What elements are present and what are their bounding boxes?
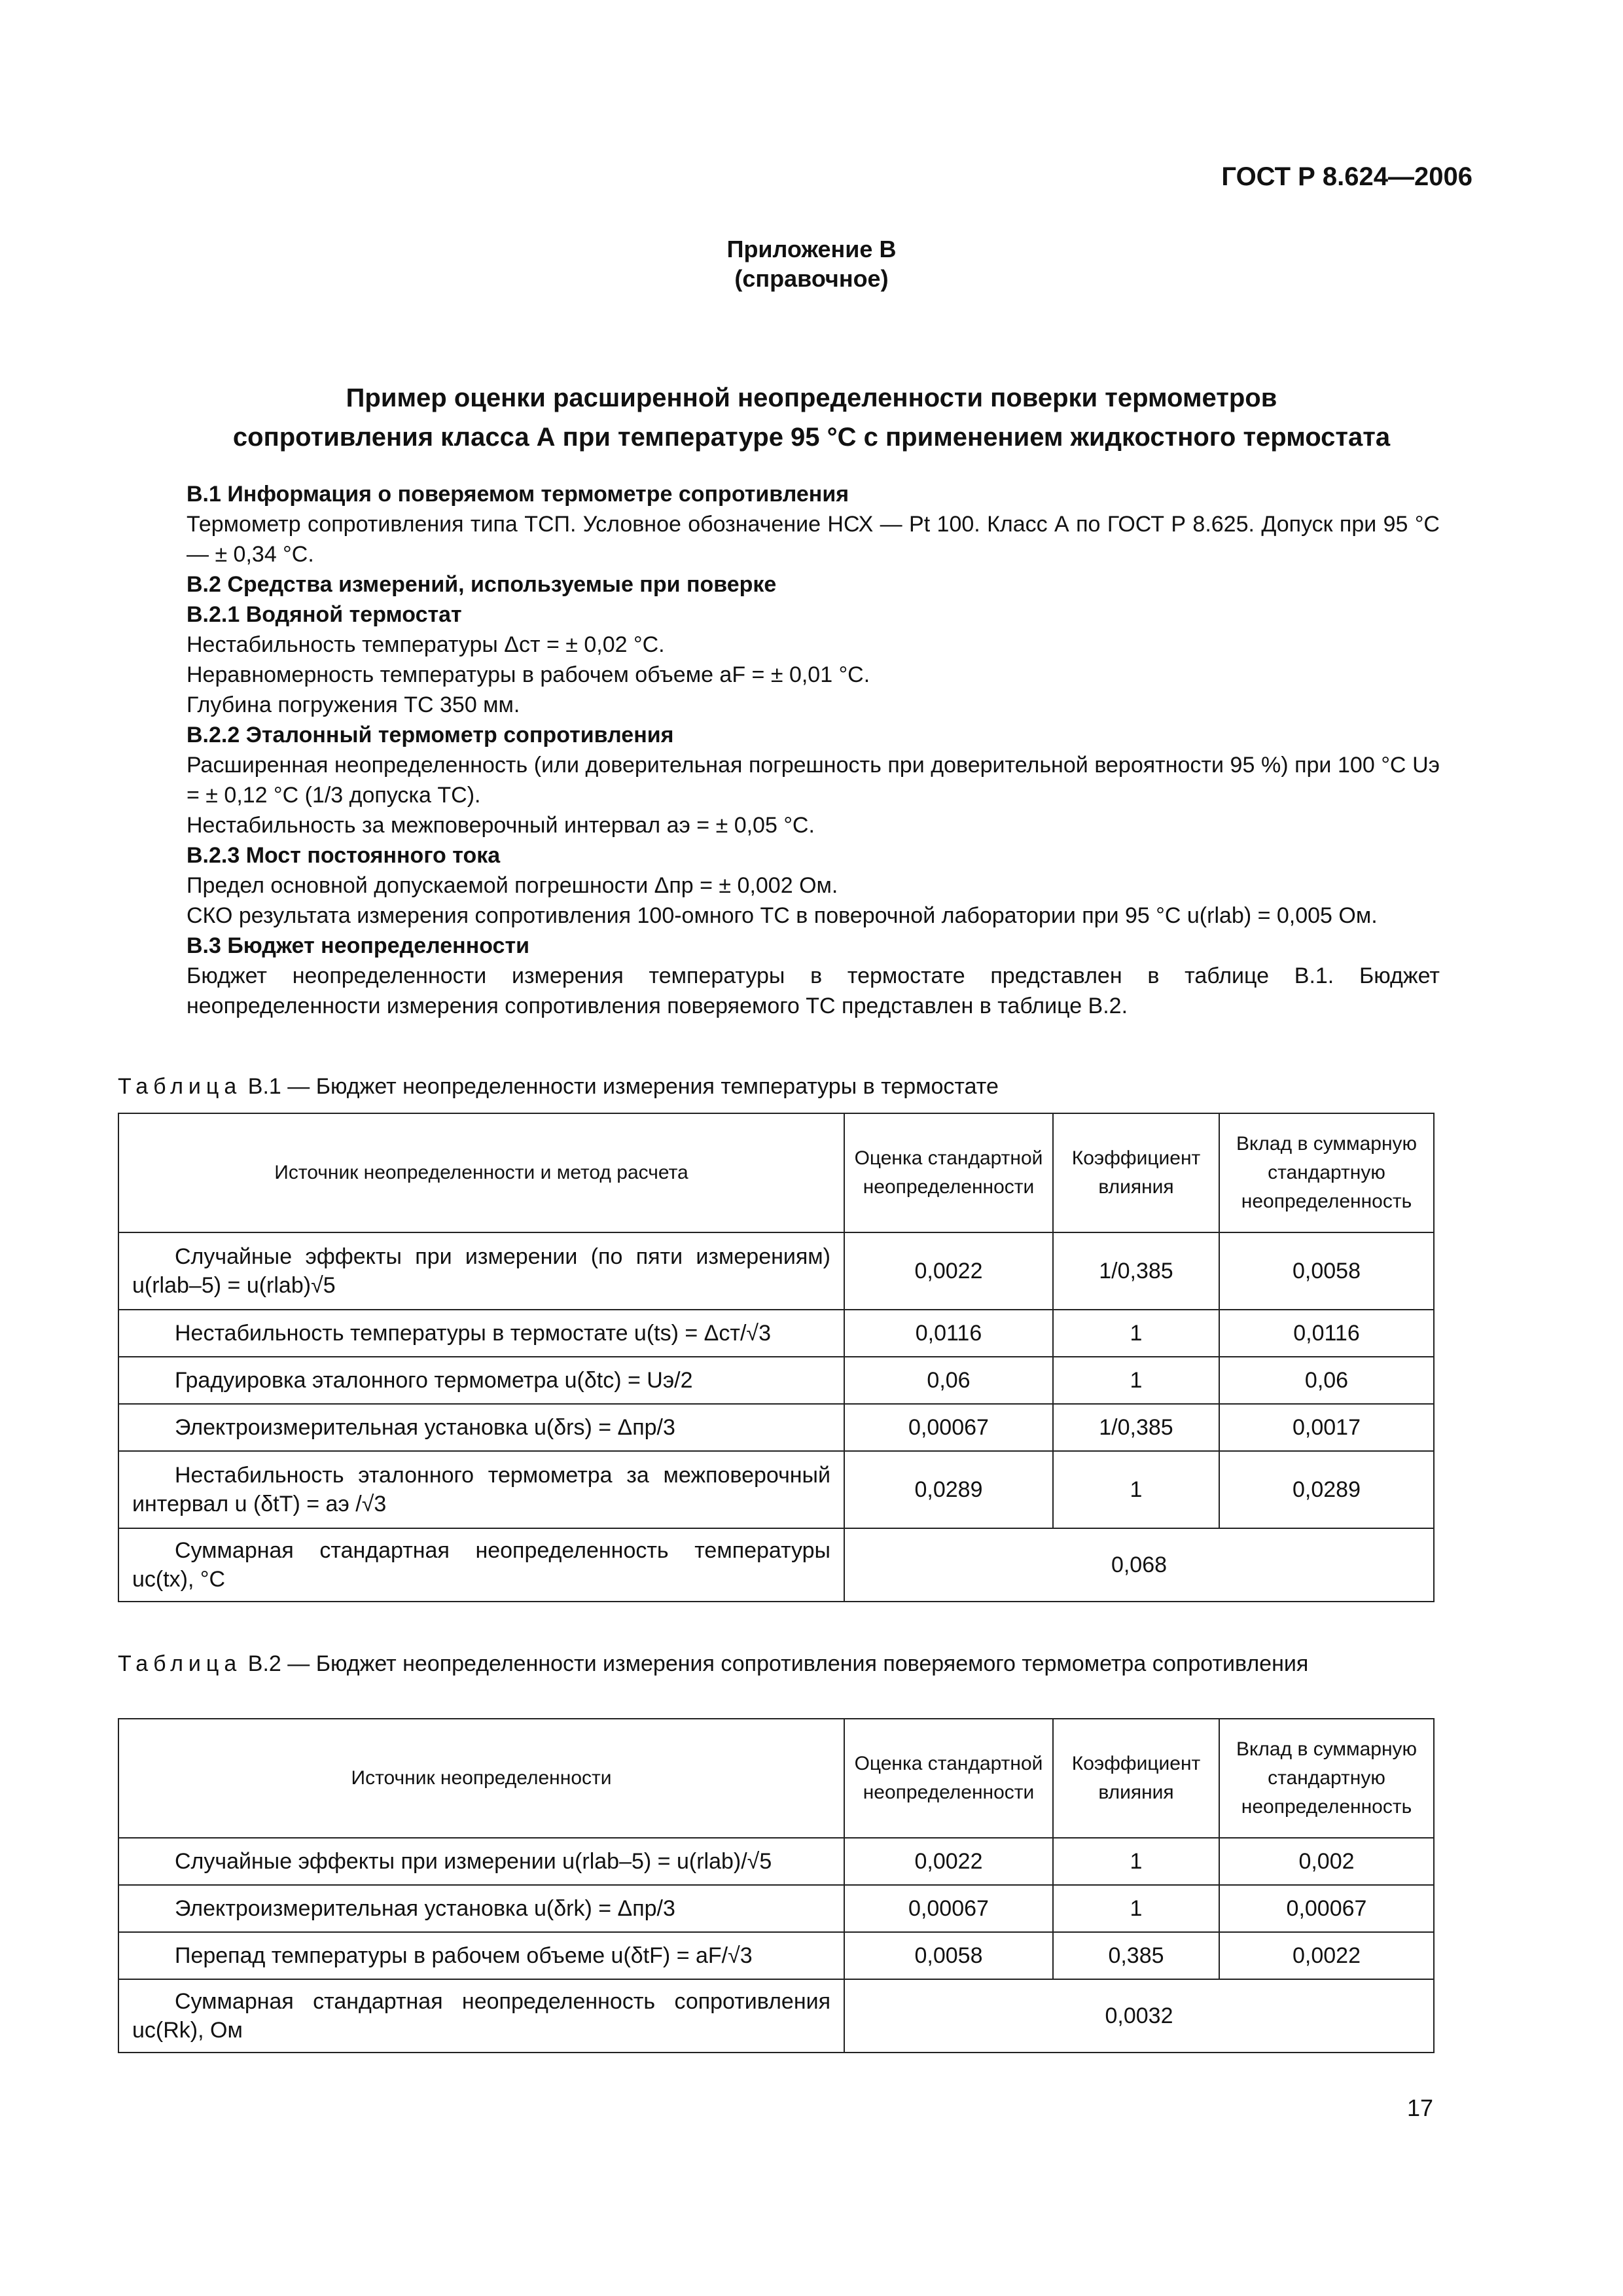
table-row	[118, 1932, 1434, 1979]
table2-row2-source: Электроизмерительная установка u(δrk) = Δпр/3	[118, 1885, 844, 1932]
table1-caption-text: В.1 — Бюджет неопределенности измерения температуры в термостате	[247, 1074, 999, 1099]
table1-caption	[118, 1072, 1440, 1101]
table2-row3-source: Перепад температуры в рабочем объеме u(δtF) = aF/√3	[118, 1932, 844, 1979]
table-row	[118, 1451, 1434, 1528]
section-b23-line-2: СКО результата измерения сопротивления 100-омного ТС в поверочной лаборатории при 95 °С u(rlab) = 0,005 Ом.	[187, 903, 1378, 928]
table1-header-contrib: Вклад в суммарную стандартную неопределенность	[1219, 1113, 1434, 1232]
table1-row3-source: Градуировка эталонного термометра u(δtc) = Uэ/2	[118, 1357, 844, 1404]
table-row	[118, 1528, 1434, 1602]
section-b23-heading: В.2.3 Мост постоянного тока	[187, 843, 501, 868]
table2-row3-u: 0,0058	[844, 1932, 1053, 1979]
standard-designation: ГОСТ Р 8.624—2006	[1221, 162, 1472, 191]
title-line-1: Пример оценки расширенной неопределенности поверки термометров	[346, 384, 1277, 412]
table1-row5-coef: 1	[1053, 1451, 1219, 1528]
section-b21-line-3: Глубина погружения ТС 350 мм.	[187, 692, 520, 717]
table1-header-source: Источник неопределенности и метод расчета	[118, 1113, 844, 1232]
page-number: 17	[1406, 2094, 1433, 2121]
table1-row4-coef: 1/0,385	[1053, 1404, 1219, 1451]
section-b3-heading: В.3 Бюджет неопределенности	[187, 933, 530, 958]
table-row	[118, 1885, 1434, 1932]
table1-row2-coef: 1	[1053, 1310, 1219, 1357]
table1-row5-contrib: 0,0289	[1219, 1451, 1434, 1528]
table1-row1-coef: 1/0,385	[1053, 1232, 1219, 1310]
table-row	[118, 1232, 1434, 1310]
table1-row5-u: 0,0289	[844, 1451, 1053, 1528]
appendix-title: Приложение В	[726, 236, 897, 262]
table2-row1-source: Случайные эффекты при измерении u(rlab–5) = u(rlab)/√5	[118, 1838, 844, 1885]
table1-row5-source: Нестабильность эталонного термометра за межповерочный интервал u (δtT) = aэ /√3	[118, 1451, 844, 1528]
table-row	[118, 1404, 1434, 1451]
table1-row2-contrib: 0,0116	[1219, 1310, 1434, 1357]
section-b1-heading: В.1 Информация о поверяемом термометре сопротивления	[187, 482, 849, 507]
section-b21-heading: В.2.1 Водяной термостат	[187, 602, 462, 627]
table1-row4-contrib: 0,0017	[1219, 1404, 1434, 1451]
section-b2-heading: В.2 Средства измерений, используемые при поверке	[187, 572, 777, 597]
table2-row2-contrib: 0,00067	[1219, 1885, 1434, 1932]
table2-caption-word: Таблица	[118, 1651, 242, 1676]
table2-header-u: Оценка стандартной неопределенности	[844, 1719, 1053, 1838]
table1-caption-word: Таблица	[118, 1074, 242, 1099]
table1-row4-u: 0,00067	[844, 1404, 1053, 1451]
table2	[118, 1718, 1435, 2053]
section-b21-line-2: Неравномерность температуры в рабочем объеме aF = ± 0,01 °С.	[187, 662, 870, 687]
table2-header-row	[118, 1719, 1434, 1838]
table2-caption	[118, 1649, 1440, 1678]
table1-row3-u: 0,06	[844, 1357, 1053, 1404]
table2-caption-text: В.2 — Бюджет неопределенности измерения сопротивления поверяемого термометра сопротивления	[247, 1651, 1309, 1676]
table2-header-coef: Коэффициент влияния	[1053, 1719, 1219, 1838]
table1-row1-source: Случайные эффекты при измерении (по пяти измерениям) u(rlab–5) = u(rlab)√5	[118, 1232, 844, 1310]
table2-row3-contrib: 0,0022	[1219, 1932, 1434, 1979]
table1-header-coef: Коэффициент влияния	[1053, 1113, 1219, 1232]
table1-row2-u: 0,0116	[844, 1310, 1053, 1357]
table1-total-source: Суммарная стандартная неопределенность температуры uc(tx), °С	[118, 1528, 844, 1602]
table-row	[118, 1979, 1434, 2053]
section-b22-line-1: Расширенная неопределенность (или доверительная погрешность при доверительной вероятности 95 %) при 100 °С Uэ = ± 0,12 °С (1/3 допуска ТС).	[187, 753, 1440, 808]
table1-header-row	[118, 1113, 1434, 1232]
table1-header-u: Оценка стандартной неопределенности	[844, 1113, 1053, 1232]
section-b22-heading: В.2.2 Эталонный термометр сопротивления	[187, 723, 674, 747]
table1-row2-source: Нестабильность температуры в термостате u(ts) = Δст/√3	[118, 1310, 844, 1357]
table1-row4-source: Электроизмерительная установка u(δrs) = Δпр/3	[118, 1404, 844, 1451]
table2-row3-coef: 0,385	[1053, 1932, 1219, 1979]
table2-row2-coef: 1	[1053, 1885, 1219, 1932]
table2-total-source: Суммарная стандартная неопределенность сопротивления uc(Rk), Ом	[118, 1979, 844, 2053]
document-title	[0, 378, 1623, 457]
table2-header-source: Источник неопределенности	[118, 1719, 844, 1838]
table1-total-value: 0,068	[844, 1528, 1434, 1602]
table2-total-value: 0,0032	[844, 1979, 1434, 2053]
table1-row3-contrib: 0,06	[1219, 1357, 1434, 1404]
section-b22-line-2: Нестабильность за межповерочный интервал aэ = ± 0,05 °С.	[187, 813, 815, 838]
section-b21-line-1: Нестабильность температуры Δст = ± 0,02 °С.	[187, 632, 665, 657]
table2-row1-u: 0,0022	[844, 1838, 1053, 1885]
table-row	[118, 1310, 1434, 1357]
title-line-2: сопротивления класса А при температуре 95 °С с применением жидкостного термостата	[232, 423, 1391, 452]
table-row	[118, 1838, 1434, 1885]
section-b1-text: Термометр сопротивления типа ТСП. Условное обозначение НСХ — Pt 100. Класс А по ГОСТ Р 8.625. Допуск при 95 °С — ± 0,34 °С.	[187, 512, 1440, 567]
table2-row1-contrib: 0,002	[1219, 1838, 1434, 1885]
table1	[118, 1113, 1435, 1602]
table2-row2-u: 0,00067	[844, 1885, 1053, 1932]
table2-row1-coef: 1	[1053, 1838, 1219, 1885]
table-row	[118, 1357, 1434, 1404]
table1-row1-contrib: 0,0058	[1219, 1232, 1434, 1310]
section-b23-line-1: Предел основной допускаемой погрешности Δпр = ± 0,002 Ом.	[187, 873, 838, 898]
section-b3-text: Бюджет неопределенности измерения температуры в термостате представлен в таблице В.1. Бюджет неопределенности измерения сопротивления поверяемого ТС представлен в таблице В.2.	[187, 963, 1440, 1018]
table1-row1-u: 0,0022	[844, 1232, 1053, 1310]
table2-header-contrib: Вклад в суммарную стандартную неопределенность	[1219, 1719, 1434, 1838]
appendix-note: (справочное)	[734, 265, 889, 292]
body-text	[118, 479, 1440, 1021]
table1-row3-coef: 1	[1053, 1357, 1219, 1404]
